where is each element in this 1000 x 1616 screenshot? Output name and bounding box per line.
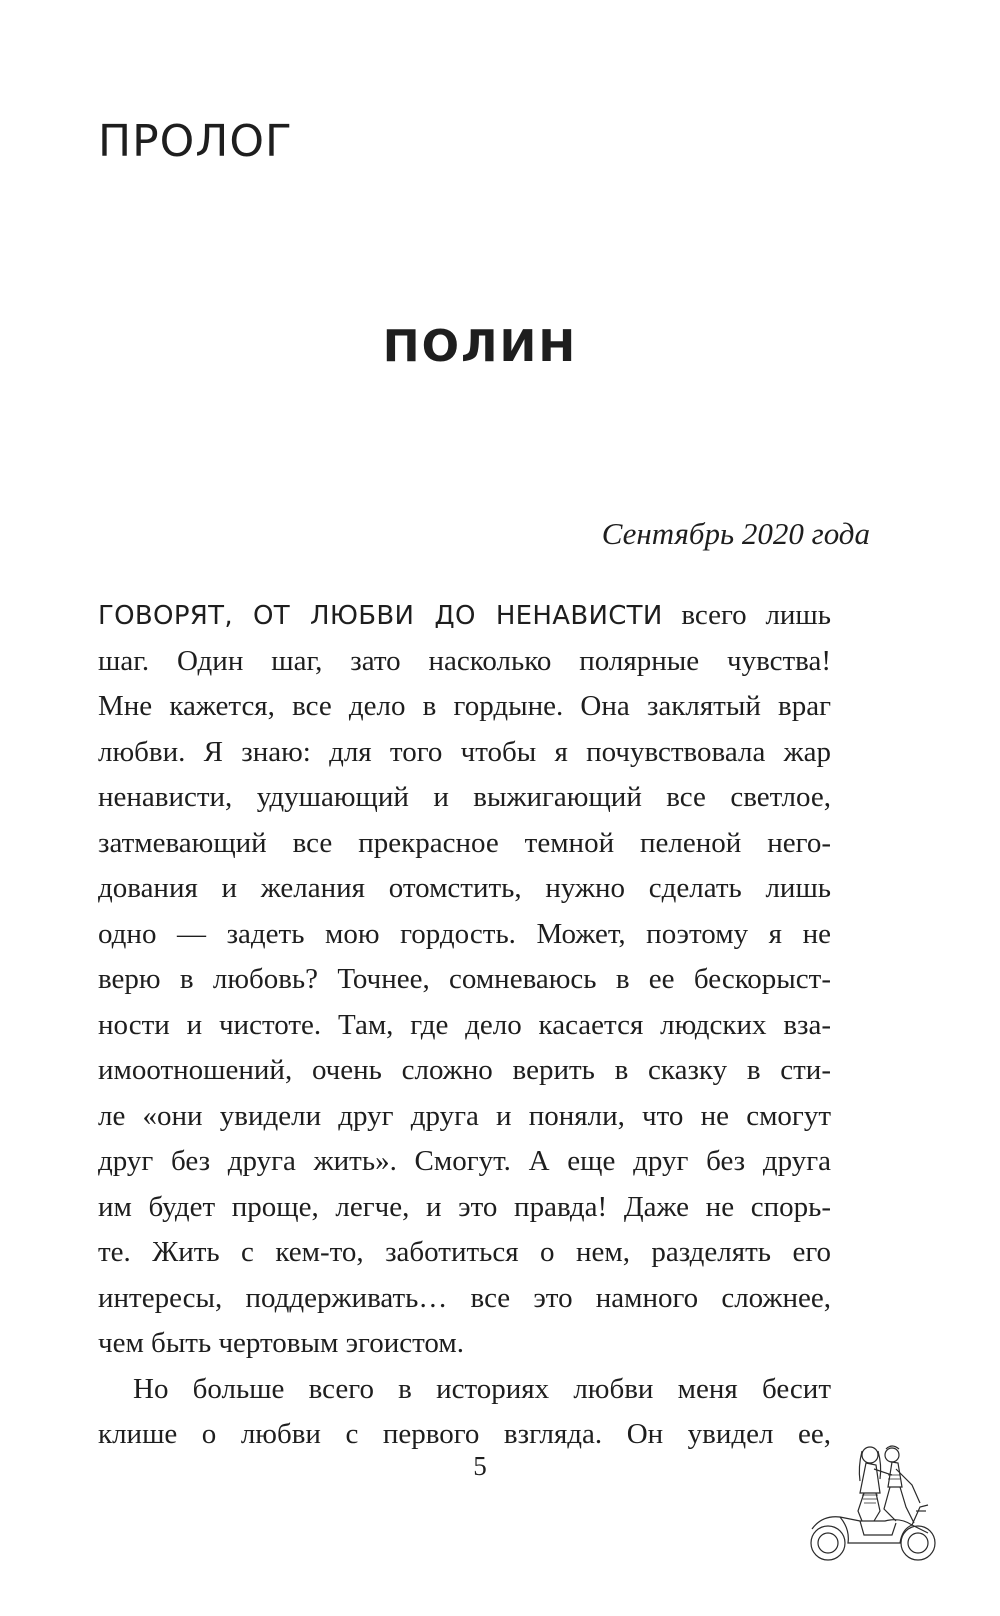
text-line: друг без друга жить». Смогут. А еще друг без друга [98, 1145, 831, 1177]
text-line-rest: всего лишь [662, 599, 831, 631]
text-line: им будет проще, легче, и это правда! Даже не спорь- [98, 1190, 831, 1223]
text-line: клише о любви с первого взгляда. Он увидел ее, [98, 1418, 831, 1450]
text-line: имоотношений, очень сложно верить в сказку в сти- [98, 1054, 831, 1086]
text-line-paragraph-end: чем быть чертовым эгоистом. [98, 1327, 464, 1359]
text-line: те. Жить с кем-то, заботиться о нем, разделять его [98, 1236, 831, 1268]
text-line: затмевающий все прекрасное темной пеленой него- [98, 826, 831, 859]
text-line: шаг. Один шаг, зато насколько полярные чувства! [98, 644, 831, 677]
text-line: дования и желания отомстить, нужно сделать лишь [98, 872, 831, 904]
narrator-heading: ПОЛИН [382, 321, 578, 372]
chapter-title: ПРОЛОГ [98, 116, 293, 167]
text-line-paragraph-start: Но больше всего в историях любви меня бесит [133, 1372, 831, 1405]
lead-in-caps: ГОВОРЯТ, ОТ ЛЮБВИ ДО НЕНАВИСТИ [98, 601, 663, 631]
text-line: интересы, поддерживать… все это намного сложнее, [98, 1281, 831, 1314]
text-line: Мне кажется, все дело в гордыне. Она заклятый враг [98, 690, 831, 722]
chapter-date: Сентябрь 2020 года [601, 516, 870, 551]
body-text [98, 593, 831, 1458]
motorcycle-illustration-icon [800, 1425, 945, 1570]
text-line: ненависти, удушающий и выжигающий все светлое, [98, 781, 831, 813]
page-number: 5 [473, 1451, 487, 1481]
text-line: ности и чистоте. Там, где дело касается людских вза- [98, 1008, 831, 1041]
text-line [98, 593, 831, 639]
text-line: любви. Я знаю: для того чтобы я почувствовала жар [98, 735, 831, 768]
text-line: одно — задеть мою гордость. Может, поэтому я не [98, 917, 831, 950]
text-line: ле «они увидели друг друга и поняли, что не смогут [98, 1099, 831, 1132]
text-line: верю в любовь? Точнее, сомневаюсь в ее бескорыст- [98, 963, 831, 995]
